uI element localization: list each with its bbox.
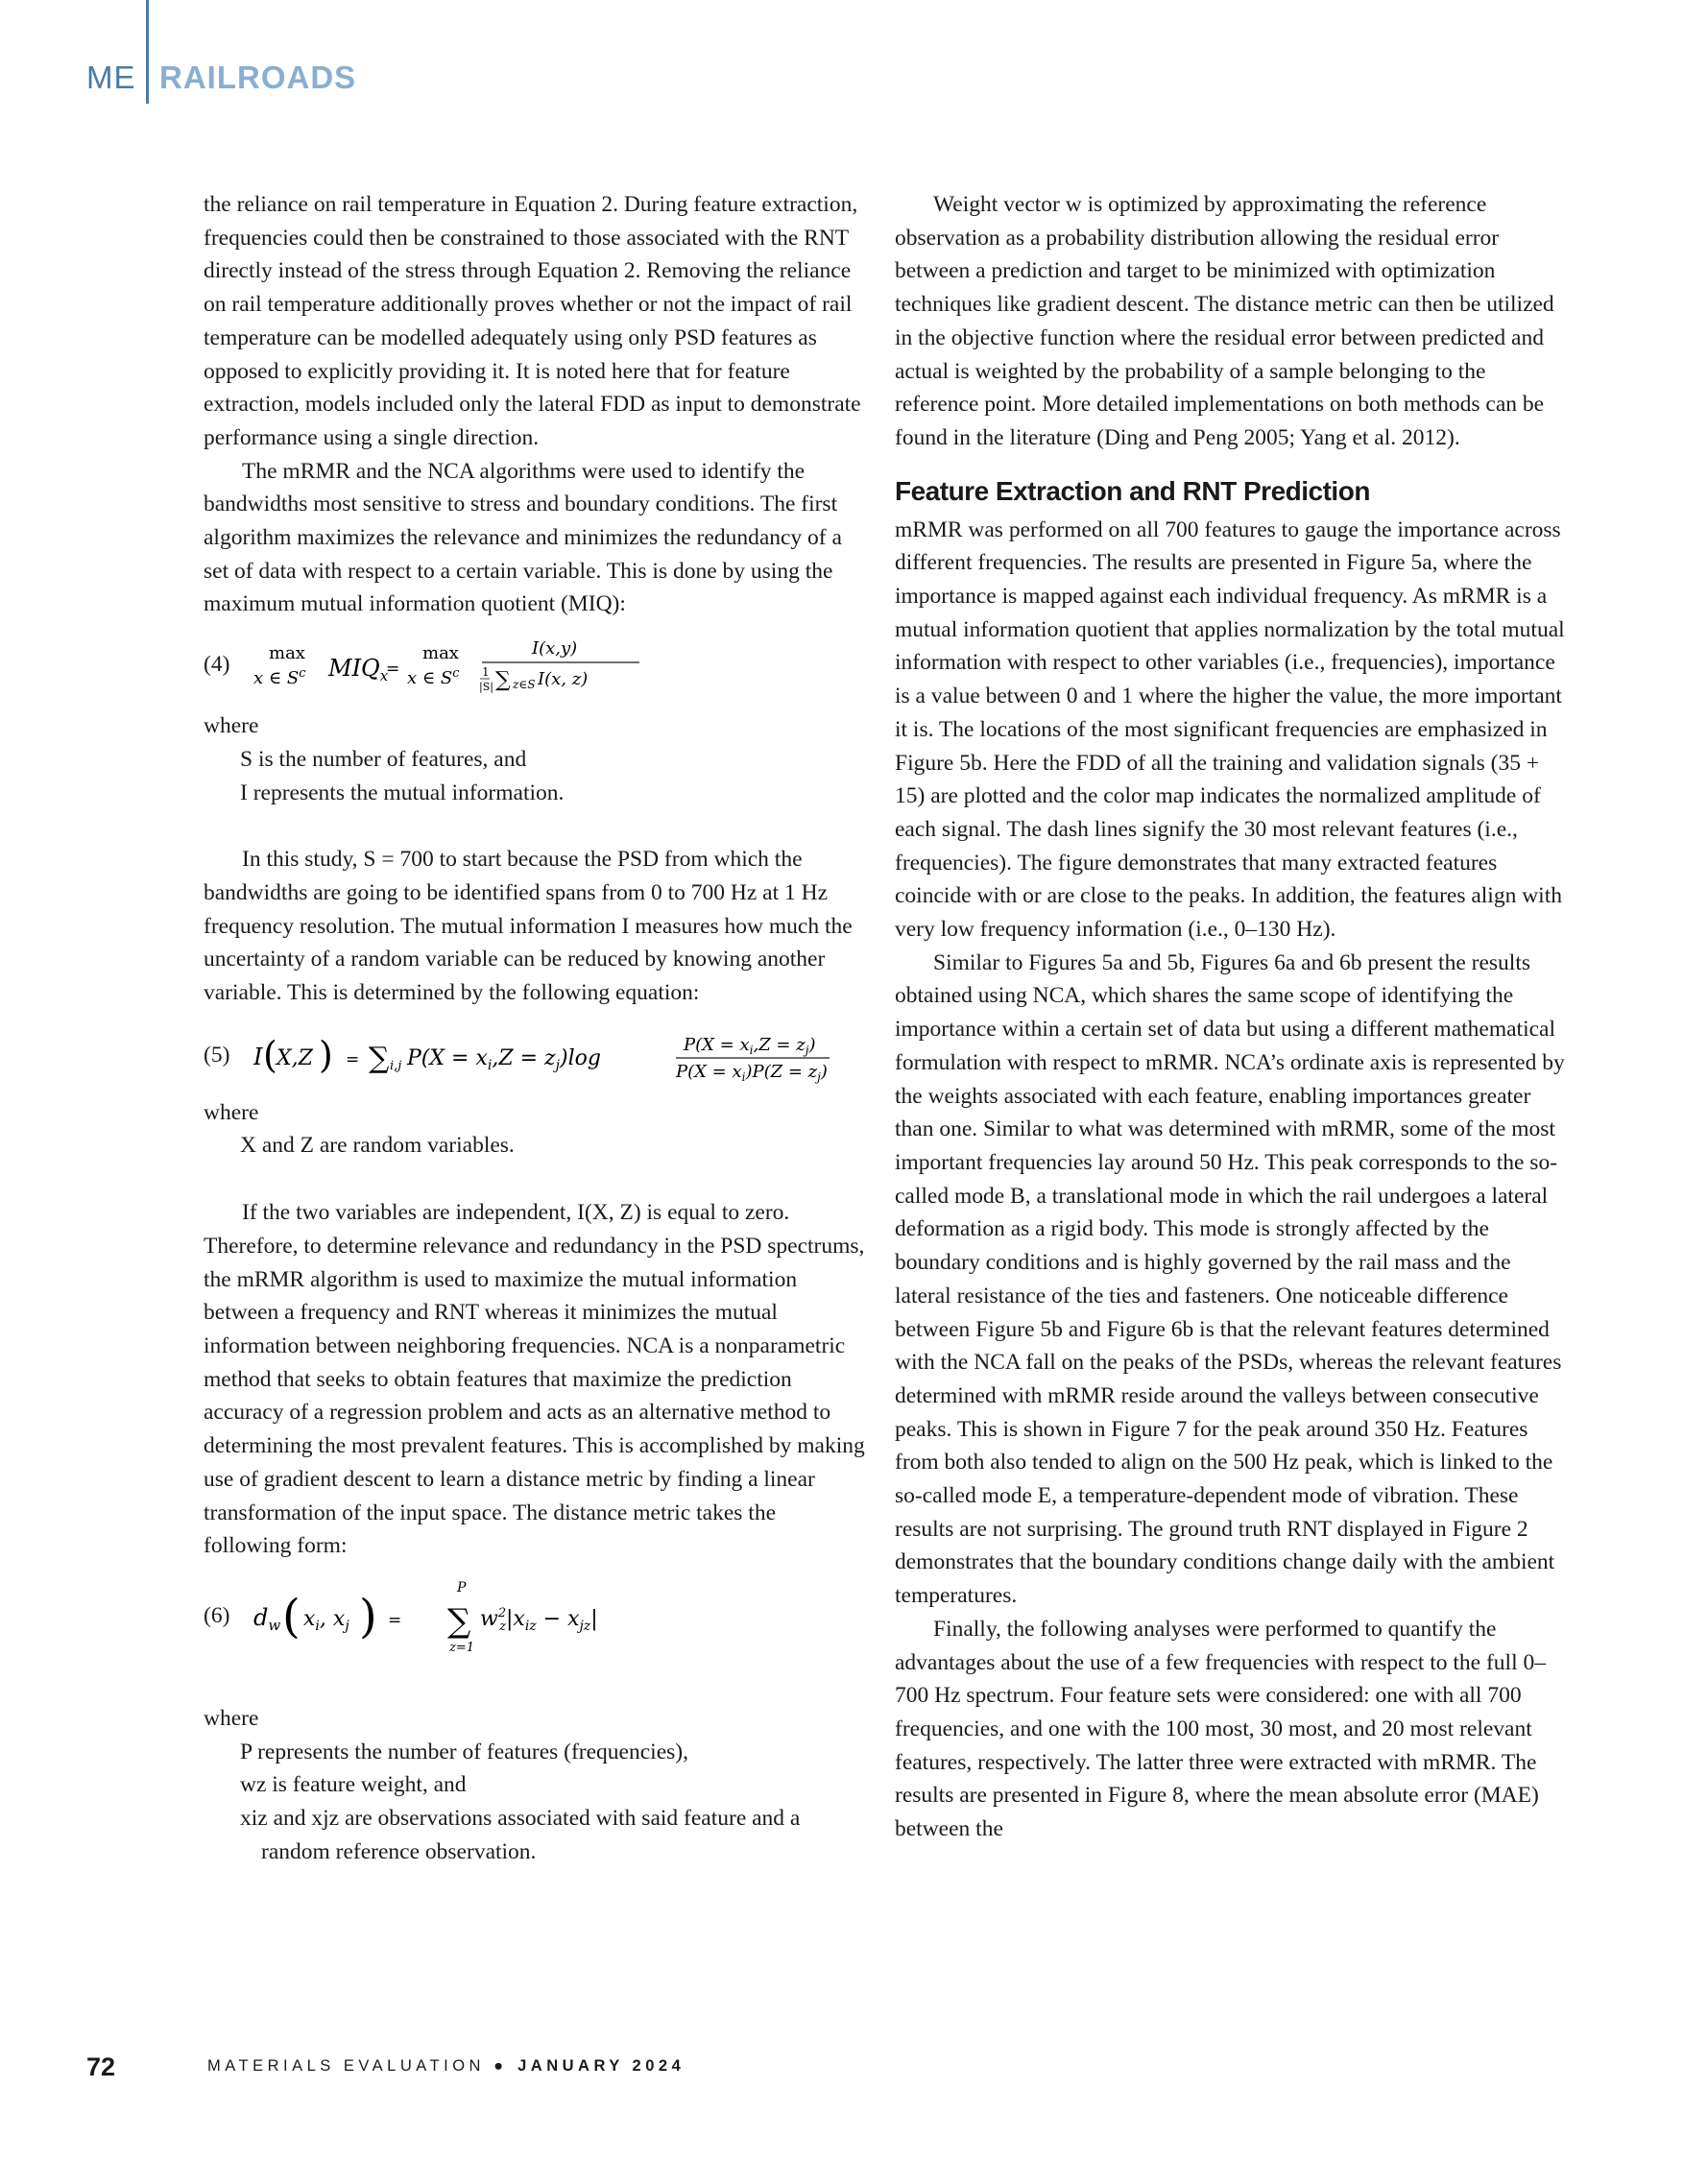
equation-4-formula xyxy=(253,631,657,700)
section-title: RAILROADS xyxy=(159,60,357,95)
svg-text:max: max xyxy=(422,643,459,664)
svg-text:=: = xyxy=(386,660,400,680)
where-label: where xyxy=(204,713,259,739)
left-column xyxy=(204,188,866,1868)
svg-text:xi, xj: $x_i$, $x_j$ xyxy=(303,1606,349,1634)
svg-text:x ∈ Sc: x ∈ $S^c$ xyxy=(253,666,306,689)
where-label: where xyxy=(204,1705,259,1731)
svg-text:|S|: |S| xyxy=(479,681,493,694)
svg-text:(: ( xyxy=(263,1033,277,1076)
svg-text:∑: ∑ xyxy=(495,668,511,693)
magazine-abbreviation: ME xyxy=(86,60,136,95)
section-heading: Feature Extraction and RNT Prediction xyxy=(895,475,1370,506)
svg-text:P(X = xi,Z = zj): $P(X = x_i,Z = z_j)$ xyxy=(684,1034,816,1057)
svg-text:(: ( xyxy=(282,1589,301,1644)
svg-text:X,Z: X,Z xyxy=(277,1045,313,1070)
definition-item: S is the number of features, and xyxy=(240,746,527,772)
svg-text:=: = xyxy=(346,1049,360,1069)
svg-text:z=1: z=1 xyxy=(449,1640,475,1655)
svg-text:i,j: i,j xyxy=(390,1058,402,1073)
paragraph: Similar to Figures 5a and 5b, Figures 6a and 6b present the results obtained using NCA, which shares the same scope of identifying the importance within a certain set of data but using a different mathematical formulation with respect to mRMR. NCA’s ordinate axis is represented by the weights associated with each feature, enabling importances greater than one. Similar to what was determined with mRMR, some of the most important frequencies lay around 50 Hz. This peak corresponds to the so-called mode B, a translational mode in which the rail undergoes a lateral deformation as a rigid body. This mode is strongly affected by the boundary conditions and is highly governed by the rail mass and the lateral resistance of the ties and fasteners. One noticeable difference between Figure 5b and Figure 6b is that the relevant features determined with the NCA fall on the peaks of the PSDs, whereas the relevant features determined with mRMR reside around the valleys between consecutive peaks. This is shown in Figure 7 for the peak around 350 Hz. Features from both also tended to align on the 500 Hz peak, which is linked to the so-called mode E, a temperature-dependent mode of vibration. These results are not surprising. The ground truth RNT displayed in Figure 2 demonstrates that the boundary conditions change daily with the ambient temperatures. xyxy=(895,949,1565,1609)
equation-6-formula xyxy=(253,1572,657,1659)
svg-text:MIQx: $MIQ_x$ xyxy=(328,655,389,685)
svg-text:I(x,y): I(x,y) xyxy=(532,638,578,660)
issue-date: JANUARY 2024 xyxy=(517,2057,686,2075)
paragraph: If the two variables are independent, I(X, Z) is equal to zero. Therefore, to determine relevance and redundancy in the PSD spectrums, the mRMR algorithm is used to maximize the mutual information between a frequency and RNT whereas it minimizes the mutual information between neighboring frequencies. NCA is a nonparametric method that seeks to obtain features that maximize the prediction accuracy of a regression problem and acts as an alternative method to determining the most prevalent features. This is accomplished by making use of gradient descent to learn a distance metric by finding a linear transformation of the input space. The distance metric takes the following form: xyxy=(204,1200,865,1559)
running-footer xyxy=(207,2057,685,2076)
svg-text:∑: ∑ xyxy=(447,1601,471,1641)
equation-4 xyxy=(204,631,866,700)
right-column xyxy=(895,188,1567,1846)
paragraph: mRMR was performed on all 700 features to gauge the importance across different frequencies. The results are presented in Figure 5a, where the importance is mapped against each individual frequency. As mRMR is a mutual information quotient that applies normalization by the total mutual information with respect to other variables (i.e., frequencies), importance is a value between 0 and 1 where the higher the value, the more important it is. The locations of the most significant frequencies are emphasized in Figure 5b. Here the FDD of all the training and validation signals (35 + 15) are plotted and the color map indicates the normalized amplitude of each signal. The dash lines signify the 30 most relevant features (i.e., frequencies). The figure demonstrates that many extracted features coincide with or are close to the peaks. In addition, the features align with very low frequency information (i.e., 0–130 Hz). xyxy=(895,516,1565,943)
paragraph: Weight vector w is optimized by approximating the reference observation as a probability distribution allowing the residual error between a prediction and target to be minimized with optimization techniques like gradient descent. The distance metric can then be utilized in the objective function where the residual error between predicted and actual is weighted by the probability of a sample belonging to the reference point. More detailed implementations on both methods can be found in the literature (Ding and Peng 2005; Yang et al. 2012). xyxy=(895,192,1554,450)
svg-text:I: I xyxy=(253,1043,263,1070)
equation-6 xyxy=(204,1572,866,1659)
svg-text:max: max xyxy=(269,643,305,664)
definition-item: I represents the mutual information. xyxy=(240,780,565,805)
svg-text:z∈S: z∈S xyxy=(513,678,536,692)
svg-text:): ) xyxy=(359,1589,377,1644)
equation-number: (4) xyxy=(204,652,230,678)
header-divider xyxy=(146,0,149,104)
svg-text:P(X = xi,Z = zj)log: $P(X = x_i,Z = z_j)\log$ xyxy=(407,1045,601,1073)
definition-item: P represents the number of features (frequencies), xyxy=(240,1739,688,1764)
publication-name: MATERIALS EVALUATION xyxy=(207,2057,485,2075)
definition-item: wz is feature weight, and xyxy=(240,1772,467,1798)
svg-text:w2z|xiz − xjz|: $w^2$ $z|x_{iz} - x_{jz}|$ xyxy=(480,1605,598,1634)
svg-text:dw: $d_w$ xyxy=(253,1603,281,1634)
svg-text:P(X = xi)P(Z = zj): $P(X = x_i)P(Z = z_j)$ xyxy=(676,1061,828,1084)
paragraph: The mRMR and the NCA algorithms were used to identify the bandwidths most sensitive to stress and boundary conditions. The first algorithm maximizes the relevance and minimizes the redundancy of a set of data with respect to a certain variable. This is done by using the maximum mutual information quotient (MIQ): xyxy=(204,458,842,617)
svg-text:∑: ∑ xyxy=(369,1041,390,1075)
equation-5-formula xyxy=(253,1020,830,1087)
equation-5 xyxy=(204,1020,866,1087)
svg-text:): ) xyxy=(319,1033,333,1076)
where-label: where xyxy=(204,1099,259,1125)
svg-text:=: = xyxy=(388,1610,402,1630)
definition-item: xiz and xjz are observations associated with said feature and a random reference observation. xyxy=(240,1806,801,1864)
equation-number: (5) xyxy=(204,1042,230,1068)
equation-number: (6) xyxy=(204,1602,230,1628)
paragraph: the reliance on rail temperature in Equation 2. During feature extraction, frequencies could then be constrained to those associated with the RNT directly instead of the stress through Equation 2. Removing the reliance on rail temperature additionally proves whether or not the impact of rail temperature can be modelled adequately using only PSD features as opposed to explicitly providing it. It is noted here that for feature extraction, models included only the lateral FDD as input to demonstrate performance using a single direction. xyxy=(204,192,861,450)
paragraph: Finally, the following analyses were performed to quantify the advantages about the use of a few frequencies with respect to the full 0–700 Hz spectrum. Four feature sets were considered: one with all 700 frequencies, and one with the 100 most, 30 most, and 20 most relevant features, respectively. The latter three were extracted with mRMR. The results are presented in Figure 8, where the mean absolute error (MAE) between the xyxy=(895,1616,1546,1842)
page-number: 72 xyxy=(86,2052,116,2081)
svg-text:I(x, z): I(x, z) xyxy=(538,669,589,690)
footer-bullet: ● xyxy=(493,2057,504,2075)
paragraph: In this study, S = 700 to start because the PSD from which the bandwidths are going to be identified spans from 0 to 700 Hz at 1 Hz frequency resolution. The mutual information I measures how much the uncertainty of a random variable can be reduced by knowing another variable. This is determined by the following equation: xyxy=(204,847,853,1006)
svg-text:P: P xyxy=(457,1579,467,1596)
definition-item: X and Z are random variables. xyxy=(240,1133,515,1159)
svg-text:1: 1 xyxy=(482,665,490,680)
svg-text:x ∈ Sc: x ∈ $S^c$ xyxy=(407,666,460,689)
